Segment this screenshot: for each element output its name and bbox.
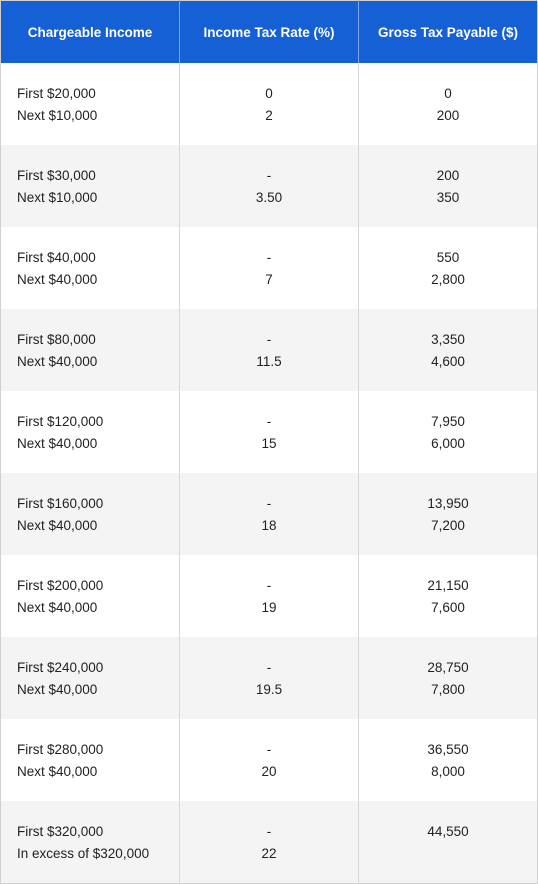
chargeable-income-cell: [1, 309, 180, 391]
gross-tax-payable-cell-line: 8,000: [431, 763, 465, 779]
table-row: [1, 801, 538, 884]
chargeable-income-cell: [1, 637, 180, 719]
gross-tax-payable-cell-line: 6,000: [431, 435, 465, 451]
chargeable-income-cell-line: First $320,000: [17, 824, 104, 839]
income-tax-rate-cell: [180, 637, 359, 719]
gross-tax-payable-cell-line: 28,750: [427, 660, 469, 675]
gross-tax-payable-cell: [359, 391, 538, 473]
gross-tax-payable-cell-line: 4,600: [431, 353, 465, 369]
gross-tax-payable-cell-line: 13,950: [427, 496, 469, 511]
income-tax-rate-cell-line: -: [266, 660, 272, 675]
income-tax-rate-cell-line: 22: [261, 845, 277, 861]
income-tax-rate-cell-line: -: [266, 578, 272, 593]
gross-tax-payable-cell: [359, 63, 538, 145]
chargeable-income-cell: [1, 227, 180, 309]
chargeable-income-cell-line: First $120,000: [17, 414, 104, 429]
table-row: [1, 637, 538, 719]
income-tax-rate-cell: [180, 719, 359, 801]
income-tax-rate-cell-line: -: [266, 414, 272, 429]
income-tax-rate-cell-line: 19.5: [255, 681, 283, 697]
column-header-chargeable-income: Chargeable Income: [1, 1, 180, 64]
chargeable-income-cell: [1, 555, 180, 637]
chargeable-income-cell-line: Next $10,000: [17, 189, 98, 205]
chargeable-income-cell-line: First $200,000: [17, 578, 104, 593]
income-tax-rate-cell-line: 2: [265, 107, 273, 123]
chargeable-income-cell-line: First $20,000: [17, 86, 96, 101]
table-body: [1, 63, 538, 884]
income-tax-rate-cell-line: -: [266, 332, 272, 347]
column-header-income-tax-rate: Income Tax Rate (%): [180, 1, 359, 64]
gross-tax-payable-cell-line: 0: [444, 86, 452, 101]
income-tax-rate-cell: [180, 227, 359, 309]
gross-tax-payable-cell: [359, 637, 538, 719]
income-tax-rate-cell: [180, 145, 359, 227]
table-row: [1, 227, 538, 309]
gross-tax-payable-cell-line: 350: [436, 189, 460, 205]
gross-tax-payable-cell: [359, 719, 538, 801]
gross-tax-payable-cell-line: 21,150: [427, 578, 469, 593]
chargeable-income-cell: [1, 473, 180, 555]
gross-tax-payable-cell-line: 2,800: [431, 271, 465, 287]
income-tax-rate-cell-line: 20: [261, 763, 277, 779]
income-tax-rate-cell-line: 3.50: [255, 189, 283, 205]
income-tax-rate-cell: [180, 555, 359, 637]
gross-tax-payable-cell: [359, 227, 538, 309]
gross-tax-payable-cell-line: 550: [436, 250, 460, 265]
income-tax-rate-cell-line: -: [266, 250, 272, 265]
chargeable-income-cell-line: Next $40,000: [17, 435, 98, 451]
table-row: [1, 555, 538, 637]
income-tax-rate-cell-line: 11.5: [256, 353, 282, 369]
chargeable-income-cell-line: First $280,000: [17, 742, 104, 757]
gross-tax-payable-cell-line: 36,550: [427, 742, 469, 757]
income-tax-rate-cell: [180, 63, 359, 145]
table-row: [1, 391, 538, 473]
column-header-gross-tax-payable: Gross Tax Payable ($): [359, 1, 538, 64]
gross-tax-payable-cell-line: 3,350: [431, 332, 465, 347]
chargeable-income-cell-line: In excess of $320,000: [17, 845, 150, 861]
chargeable-income-cell-line: First $30,000: [17, 168, 96, 183]
chargeable-income-cell-line: Next $40,000: [17, 353, 98, 369]
income-tax-rate-cell-line: -: [266, 168, 272, 183]
gross-tax-payable-cell: [359, 145, 538, 227]
income-tax-rate-cell-line: 7: [265, 271, 273, 287]
table-row: [1, 719, 538, 801]
table-row: [1, 63, 538, 145]
income-tax-rate-cell-line: 18: [261, 517, 277, 533]
table-row: [1, 145, 538, 227]
gross-tax-payable-cell: [359, 473, 538, 555]
gross-tax-payable-cell-line: 7,600: [431, 599, 465, 615]
income-tax-rate-cell: [180, 391, 359, 473]
chargeable-income-cell: [1, 63, 180, 145]
chargeable-income-cell-line: First $160,000: [17, 496, 104, 511]
income-tax-rate-cell-line: -: [266, 824, 272, 839]
income-tax-rate-cell: [180, 309, 359, 391]
chargeable-income-cell-line: First $240,000: [17, 660, 104, 675]
table-row: [1, 473, 538, 555]
income-tax-rate-cell: [180, 473, 359, 555]
chargeable-income-cell: [1, 801, 180, 884]
chargeable-income-cell: [1, 391, 180, 473]
chargeable-income-cell-line: Next $40,000: [17, 763, 98, 779]
chargeable-income-cell-line: Next $40,000: [17, 599, 98, 615]
chargeable-income-cell-line: Next $40,000: [17, 681, 98, 697]
income-tax-rate-cell-line: 19: [261, 599, 277, 615]
gross-tax-payable-cell-line: 7,200: [431, 517, 465, 533]
chargeable-income-cell-line: First $40,000: [17, 250, 96, 265]
gross-tax-payable-cell-line: 7,950: [431, 414, 465, 429]
income-tax-rate-cell-line: -: [266, 496, 272, 511]
gross-tax-payable-cell: [359, 801, 538, 884]
income-tax-rate-cell-line: 0: [265, 86, 273, 101]
chargeable-income-cell-line: Next $40,000: [17, 271, 98, 287]
gross-tax-payable-cell-line: 44,550: [427, 824, 469, 839]
gross-tax-payable-cell-line: [359, 843, 537, 865]
gross-tax-payable-cell-line: 7,800: [431, 681, 465, 697]
gross-tax-payable-cell-line: 200: [436, 107, 460, 123]
gross-tax-payable-cell: [359, 309, 538, 391]
income-tax-rate-cell: [180, 801, 359, 884]
table-header-row: [1, 1, 538, 64]
gross-tax-payable-cell-line: 200: [436, 168, 460, 183]
income-tax-rate-cell-line: 15: [261, 435, 277, 451]
chargeable-income-cell: [1, 719, 180, 801]
chargeable-income-cell-line: First $80,000: [17, 332, 96, 347]
gross-tax-payable-cell: [359, 555, 538, 637]
income-tax-rate-cell-line: -: [266, 742, 272, 757]
table-row: [1, 309, 538, 391]
chargeable-income-cell: [1, 145, 180, 227]
chargeable-income-cell-line: Next $40,000: [17, 517, 98, 533]
chargeable-income-cell-line: Next $10,000: [17, 107, 98, 123]
